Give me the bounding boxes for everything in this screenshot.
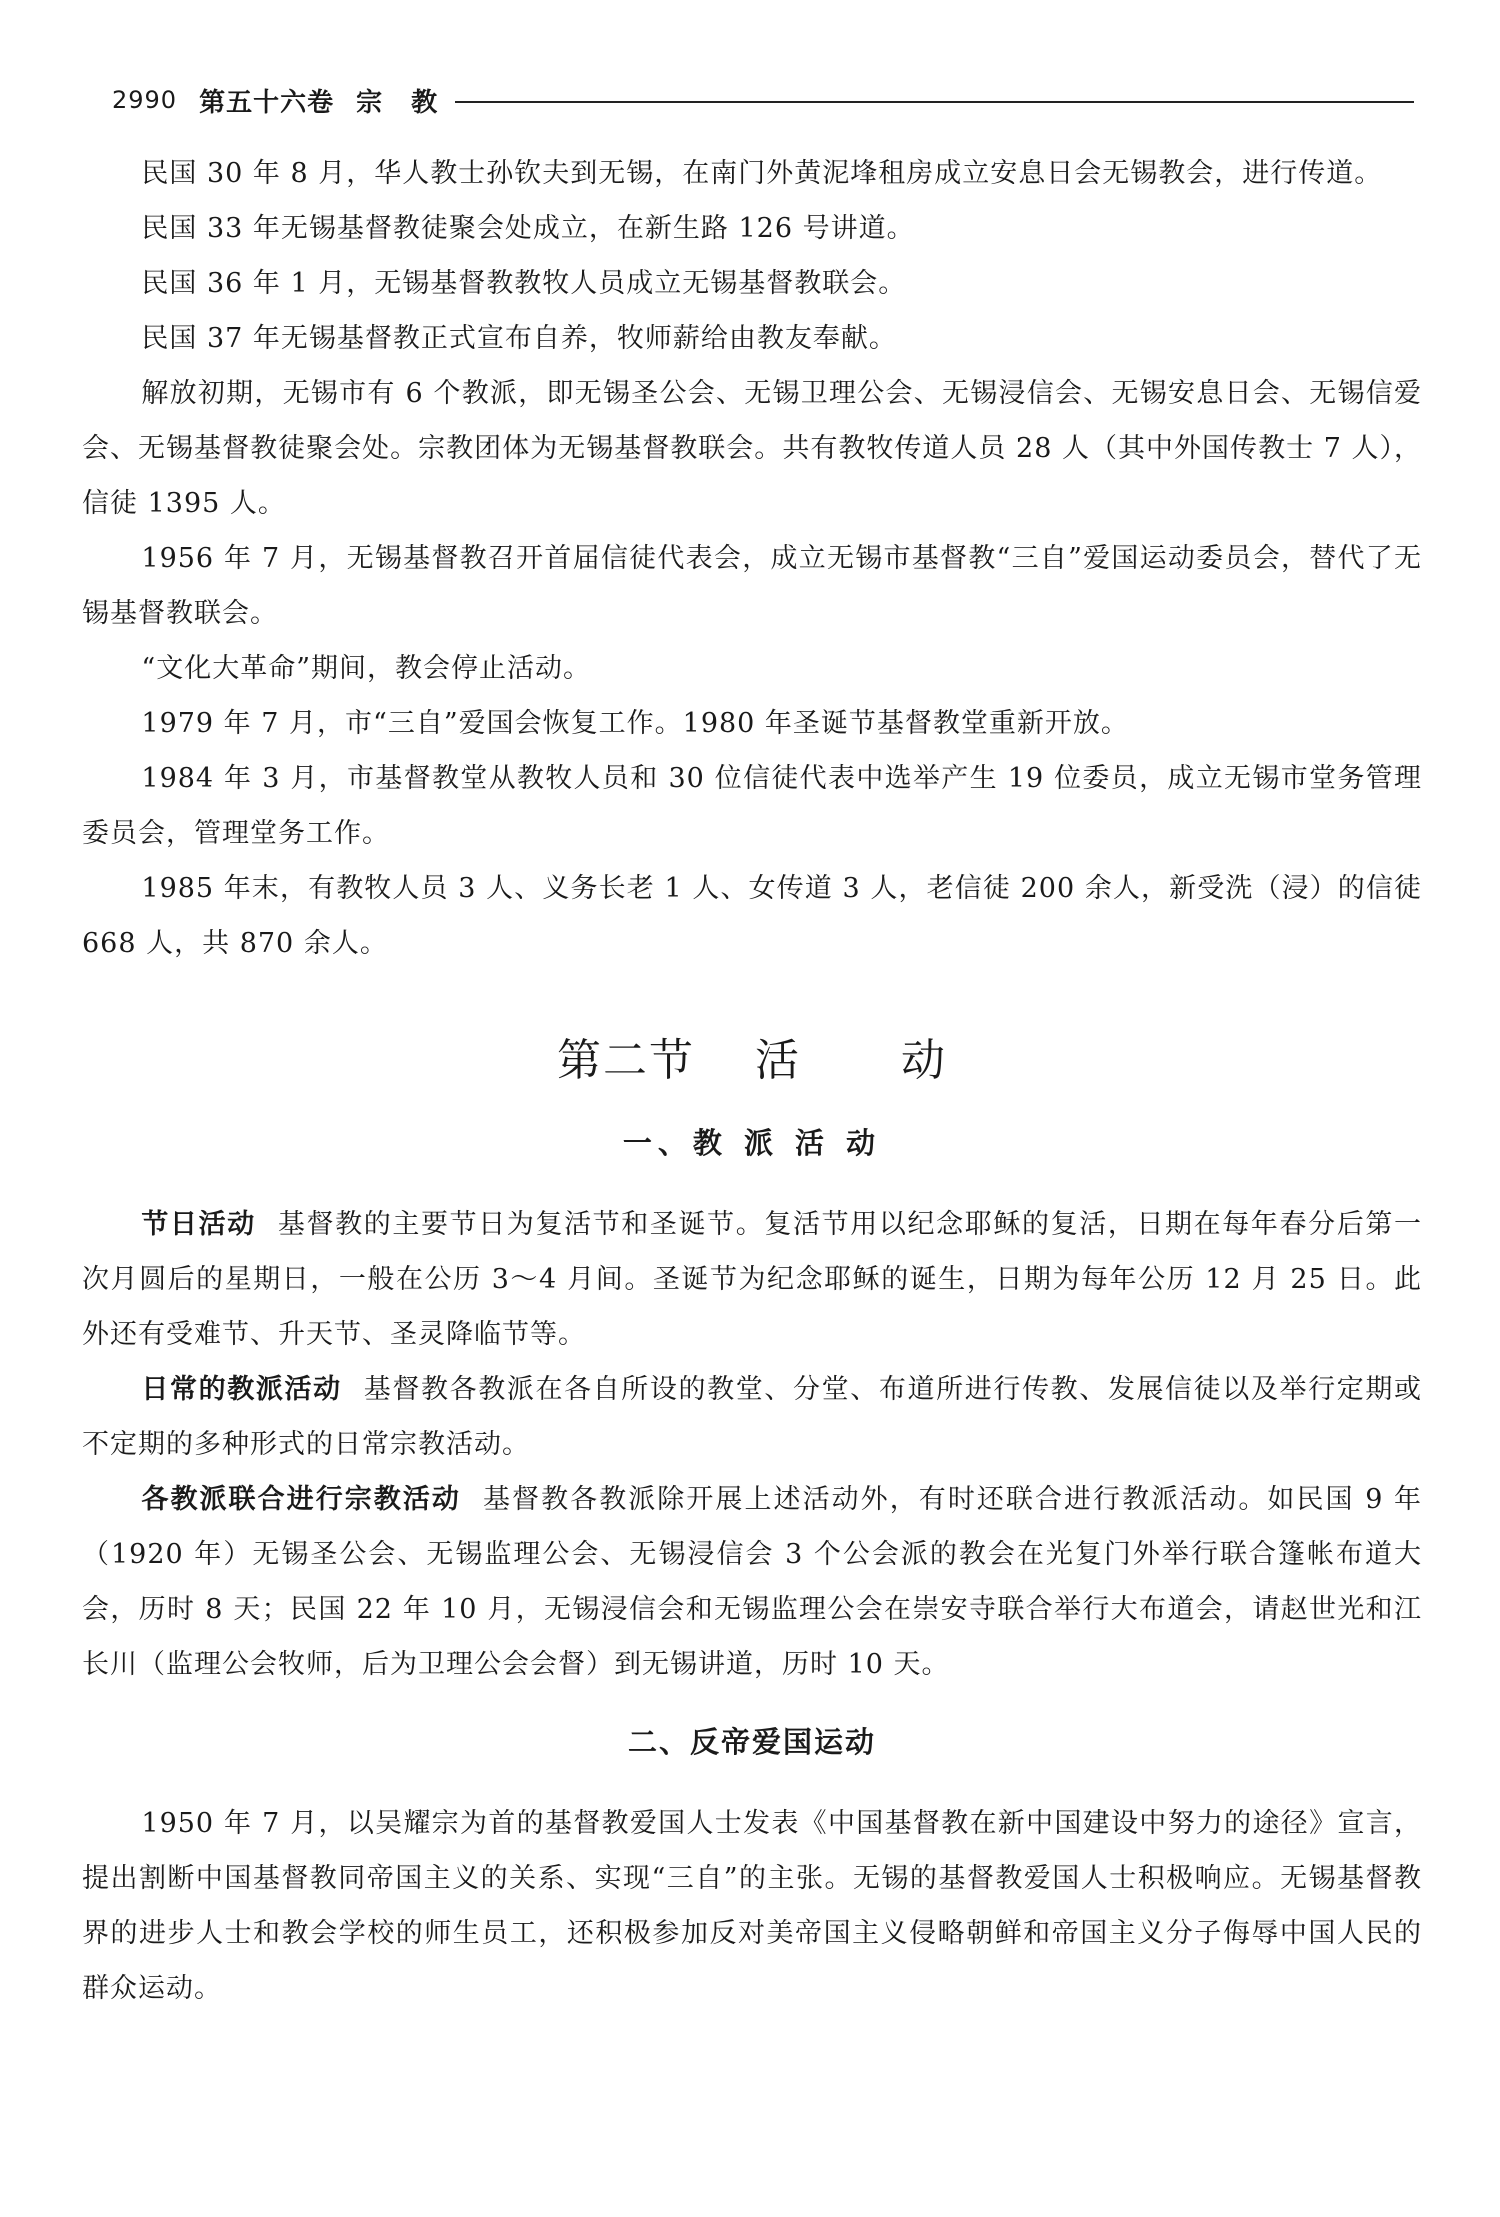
paragraph <box>82 1362 1422 1472</box>
paragraph: 民国 33 年无锡基督教徒聚会处成立，在新生路 126 号讲道。 <box>141 213 915 244</box>
subsection-title: 一、教 派 活 动 <box>622 1126 882 1160</box>
subsection-title: 二、反帝爱国运动 <box>627 1725 876 1759</box>
paragraph <box>82 1472 1422 1692</box>
paragraph-text: 基督教的主要节日为复活节和圣诞节。复活节用以纪念耶稣的复活，日期在每年春分后第一次月圆后的星期日，一般在公历 3～4 月间。圣诞节为纪念耶稣的诞生，日期为每年公历 12 月 25 日。此外还有受难节、升天节、圣灵降临节等。 <box>82 1209 1423 1350</box>
section-title-part: 活 <box>755 1035 801 1086</box>
running-header <box>112 76 1414 124</box>
chapter-label: 宗 教 <box>356 87 448 118</box>
paragraph: 1979 年 7 月，市“三自”爱国会恢复工作。1980 年圣诞节基督教堂重新开放。 <box>141 708 1129 739</box>
paragraph: 1950 年 7 月，以吴耀宗为首的基督教爱国人士发表《中国基督教在新中国建设中努力的途径》宣言，提出割断中国基督教同帝国主义的关系、实现“三自”的主张。无锡的基督教爱国人士积极响应。无锡基督教界的进步人士和教会学校的师生员工，还积极参加反对美帝国主义侵略朝鲜和帝国主义分子侮辱中国人民的群众运动。 <box>82 1808 1422 2004</box>
paragraph: 民国 36 年 1 月，无锡基督教教牧人员成立无锡基督教联会。 <box>141 268 907 299</box>
paragraph: 1956 年 7 月，无锡基督教召开首届信徒代表会，成立无锡市基督教“三自”爱国运动委员会，替代了无锡基督教联会。 <box>82 543 1422 629</box>
paragraph: 民国 30 年 8 月，华人教士孙钦夫到无锡，在南门外黄泥埄租房成立安息日会无锡教会，进行传道。 <box>141 158 1383 189</box>
page-number: 2990 <box>112 86 178 114</box>
paragraph: 1985 年末，有教牧人员 3 人、义务长老 1 人、女传道 3 人，老信徒 200 余人，新受洗（浸）的信徒 668 人，共 870 余人。 <box>82 873 1422 959</box>
paragraph: “文化大革命”期间，教会停止活动。 <box>141 653 591 684</box>
paragraph <box>82 1197 1422 1362</box>
paragraph-text: 基督教各教派在各自所设的教堂、分堂、布道所进行传教、发展信徒以及举行定期或不定期的多种形式的日常宗教活动。 <box>82 1374 1423 1460</box>
paragraph-lead: 日常的教派活动 <box>141 1374 342 1405</box>
paragraph: 1984 年 3 月，市基督教堂从教牧人员和 30 位信徒代表中选举产生 19 位委员，成立无锡市堂务管理委员会，管理堂务工作。 <box>82 763 1422 849</box>
paragraph-text: 基督教各教派除开展上述活动外，有时还联合进行教派活动。如民国 9 年（1920 年）无锡圣公会、无锡监理公会、无锡浸信会 3 个公会派的教会在光复门外举行联合篷帐布道大会，历时 8 天；民国 22 年 10 月，无锡浸信会和无锡监理公会在崇安寺联合举行大布道会，请赵世光和江长川（监理公会牧师，后为卫理公会会督）到无锡讲道，历时 10 天。 <box>82 1484 1423 1680</box>
body-text <box>82 146 1422 2016</box>
volume-label: 第五十六卷 <box>199 87 335 118</box>
header-rule <box>455 101 1414 103</box>
paragraph: 民国 37 年无锡基督教正式宣布自养，牧师薪给由教友奉献。 <box>141 323 897 354</box>
section-title-part: 动 <box>901 1035 947 1086</box>
paragraph: 解放初期，无锡市有 6 个教派，即无锡圣公会、无锡卫理公会、无锡浸信会、无锡安息日会、无锡信爱会、无锡基督教徒聚会处。宗教团体为无锡基督教联会。共有教牧传道人员 28 人（其中外国传教士 7 人），信徒 1395 人。 <box>82 378 1422 519</box>
section-title <box>82 1031 1422 1091</box>
paragraph-lead: 各教派联合进行宗教活动 <box>141 1484 461 1515</box>
section-title-part: 第二节 <box>557 1035 695 1086</box>
paragraph-lead: 节日活动 <box>141 1209 256 1240</box>
